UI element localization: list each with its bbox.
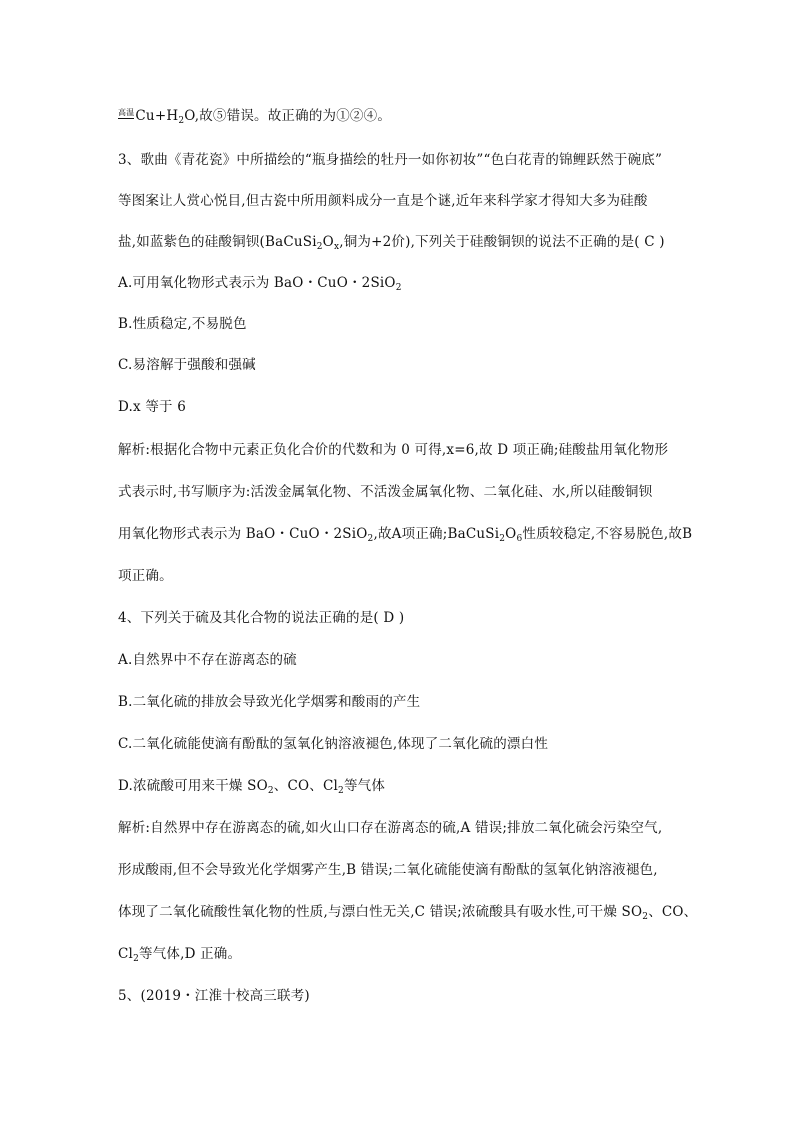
- option-d: D.浓硫酸可用来干燥 $SO_2$、CO、$Cl_2$等气体: [118, 778, 386, 796]
- analysis-text: 形成酸雨,但不会导致光化学烟雾产生,B 错误;二氧化硫能使滴有酚酞的氢氧化钠溶液褪色,: [118, 862, 658, 878]
- question-4-stem: 4、下列关于硫及其化合物的说法正确的是( D ): [118, 610, 405, 626]
- option-b: B.二氧化硫的排放会导致光化学烟雾和酸雨的产生: [118, 694, 421, 710]
- question-3-stem: 3、歌曲《青花瓷》中所描绘的“瓶身描绘的牡丹一如你初妆”“色白花青的锦鲤跃然于碗底”: [118, 152, 663, 168]
- option-b: B.性质稳定,不易脱色: [118, 316, 247, 332]
- analysis-text: 用氧化物形式表示为 BaO・CuO・2SiO$_2$,故A项正确$;BaCuSi_2O_6$性质较稳定,不容易脱色,故B: [118, 526, 693, 544]
- option-d: D.x 等于 6: [118, 399, 187, 415]
- option-c: C.易溶解于强酸和强碱: [118, 357, 256, 373]
- analysis-text: $Cl_2$等气体,D 正确。: [118, 946, 242, 964]
- analysis-text: 项正确。: [118, 568, 173, 584]
- option-a: A.可用氧化物形式表示为 BaO・CuO・2SiO$_2$: [118, 275, 402, 293]
- question-5-stem: 5、(2019・江淮十校高三联考): [118, 988, 310, 1004]
- option-c: C.二氧化硫能使滴有酚酞的氢氧化钠溶液褪色,体现了二氧化硫的漂白性: [118, 736, 549, 752]
- question-3-stem: 盐,如蓝紫色的硅酸铜钡($BaCuSi_2O_x$,铜为+2价),下列关于硅酸铜钡的说法不正确的是( C ): [118, 234, 665, 252]
- question-3-stem: 等图案让人赏心悦目,但古瓷中所用颜料成分一直是个谜,近年来科学家才得知大多为硅酸: [118, 193, 648, 209]
- analysis-text: 解析:自然界中存在游离态的硫,如火山口存在游离态的硫,A 错误;排放二氧化硫会污染空气,: [118, 820, 663, 836]
- analysis-text: 解析:根据化合物中元素正负化合价的代数和为 0 可得,x=6,故 D 项正确;硅酸盐用氧化物形: [118, 442, 669, 458]
- analysis-text: 式表示时,书写顺序为:活泼金属氧化物、不活泼金属氧化物、二氧化硅、水,所以硅酸铜钡: [118, 484, 653, 500]
- reaction-condition: 高温: [118, 108, 135, 117]
- option-a: A.自然界中不存在游离态的硫: [118, 652, 297, 668]
- analysis-text: 体现了二氧化硫酸性氧化物的性质,与漂白性无关,C 错误;浓硫酸具有吸水性,可干燥 $SO_2$、CO、: [118, 904, 698, 922]
- text-line-equation-tail: 高温$Cu+H_2O$,故⑤错误。故正确的为①②④。: [118, 108, 392, 126]
